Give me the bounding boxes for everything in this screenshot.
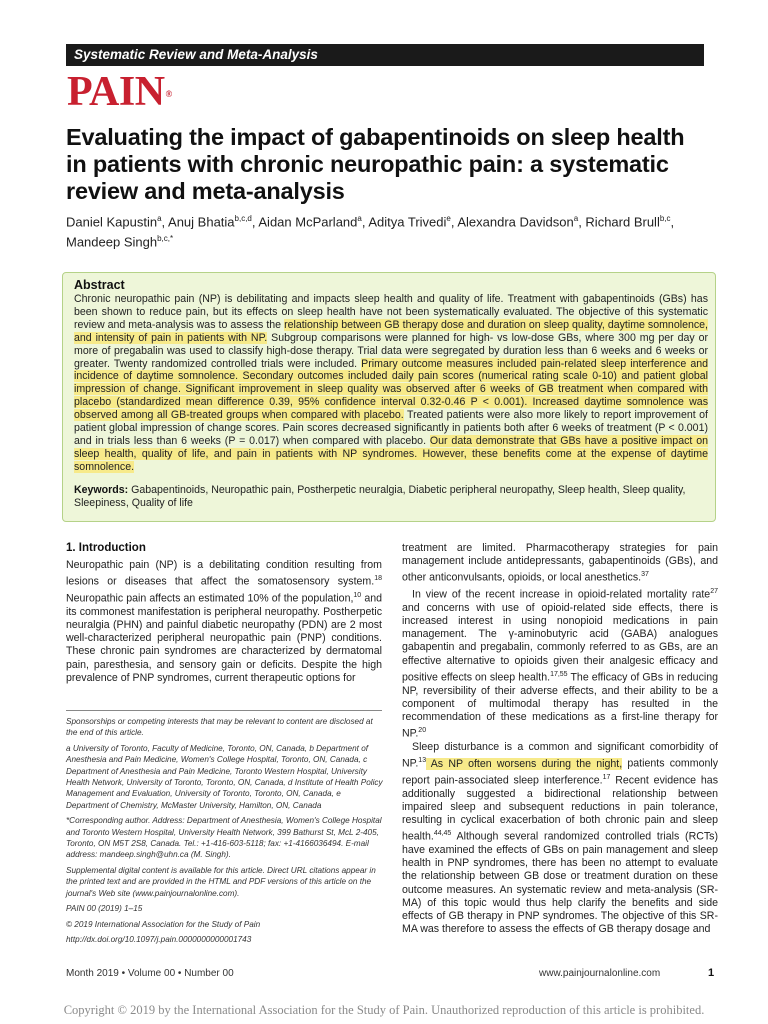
- section-heading: 1. Introduction: [66, 542, 146, 554]
- citation-ref: 44,45: [433, 830, 452, 838]
- author-affiliation: b,c,d: [234, 214, 252, 223]
- text: Recent evidence has additionally suggested a bidirectional relationship between impaired sleep and subsequent reductions in pain tolerance, resulting in cyclical exacerbation of both chronic pain and sleep health.: [402, 774, 718, 843]
- author-affiliation: a: [157, 214, 162, 223]
- author-affiliation: a: [357, 214, 362, 223]
- abstract-highlight: Our data demonstrate that GBs have a positive impact on sleep health, quality of life, and pain in patients with NP syndromes. However, these benefits come at the expense of daytime somnolence.: [74, 434, 708, 473]
- text: The efficacy of GBs in reducing NP, reversibility of their adverse effects, and their ability to be a component of multimodal therapy has resulted in the recommendation of these medications as a first-line therapy for NP.: [402, 671, 718, 740]
- citation-ref: 13: [418, 757, 427, 765]
- text: Neuropathic pain (NP) is a debilitating condition resulting from lesions or diseases that affect the somatosensory system.: [66, 559, 382, 588]
- footnote: Sponsorships or competing interests that may be relevant to content are disclosed at the end of this article.: [66, 717, 373, 738]
- abstract-body: [74, 293, 708, 474]
- citation-ref: 17: [602, 773, 611, 781]
- article-title: Evaluating the impact of gabapentinoids on sleep health in patients with chronic neuropathic pain: a systematic review and meta-analysis: [66, 124, 685, 204]
- abstract-highlight: relationship between GB therapy dose and duration on sleep quality, daytime somnolence, and intensity of pain in patients with NP.: [74, 318, 708, 344]
- text: Sleep disturbance is a common and significant comorbidity of NP.: [402, 740, 718, 770]
- author-affiliation: e: [446, 214, 451, 223]
- footnote-corresponding: *Corresponding author. Address: Department of Anesthesia, Women's College Hospital and Toronto Western Hospital, University Health Network, 399 Bathurst St, McL 2-405, Toronto, ON M5T 2S8, Canada. Tel.: +1-416-603-5118; fax: +1-4166036494. E-mail address: mandeep.singh@uhn.ca (M. Singh).: [66, 816, 382, 860]
- paragraph: [402, 585, 718, 741]
- abstract-heading: Abstract: [74, 278, 125, 292]
- page-number: 1: [708, 967, 715, 979]
- issue-info: Month 2019 • Volume 00 • Number 00: [66, 968, 234, 979]
- footnote-supplemental: Supplemental digital content is available for this article. Direct URL citations appear in the printed text and are provided in the HTML and PDF versions of this article on the journal's Web site (www.painjournalonline.com).: [66, 865, 376, 898]
- author-name: Alexandra Davidson: [457, 214, 574, 230]
- journal-logo: [67, 71, 172, 113]
- paragraph: [402, 741, 718, 936]
- citation-ref: 10: [353, 592, 362, 600]
- citation-ref: 17,55: [550, 670, 568, 678]
- keywords-list: Gabapentinoids, Neuropathic pain, Postherpetic neuralgia, Diabetic peripheral neuropathy, Sleep health, Sleep quality, Sleepiness, Quality of life: [74, 484, 686, 509]
- journal-website[interactable]: www.painjournalonline.com: [539, 968, 661, 979]
- paragraph: [66, 559, 382, 685]
- footnote-citation: PAIN 00 (2019) 1–15: [66, 904, 143, 914]
- abstract-text-segment: Treated patients were also more likely to report improvement of patient global impression of change scores. Pain scores decreased significantly in patients both after 6 weeks of treatment (P < 0.001) and in trials less than 6 weeks (P = 0.017) when compared with placebo.: [74, 409, 708, 447]
- citation-ref: 18: [374, 575, 382, 583]
- keywords: [74, 484, 708, 510]
- text: and its commonest manifestation is peripheral neuropathy. Postherpetic neuralgia (PHN) and painful diabetic neuropathy (PDN) are 2 most well-characterized peripheral neuropathic pain (PNP) conditions. These chronic pain syndromes are characterized by dermatomal pain, paresthesia, and sensory gain or deficits. Despite the high prevalence of PNP syndromes, current therapeutic options for: [66, 592, 382, 684]
- citation-ref: 37: [641, 571, 649, 579]
- author-name: Anuj Bhatia: [168, 214, 235, 230]
- author-affiliation: b,c: [659, 214, 671, 223]
- footnote-copyright: © 2019 International Association for the Study of Pain: [66, 919, 261, 929]
- logo-registered-mark: ®: [165, 89, 172, 99]
- keywords-label: Keywords:: [74, 484, 129, 496]
- text: In view of the recent increase in opioid-related mortality rate: [412, 588, 711, 601]
- citation-ref: 20: [418, 727, 427, 735]
- abstract-highlight: Primary outcome measures included pain-related sleep interference and incidence of daytime somnolence. Secondary outcomes included daily pain scores (numerical rating scale 0-10) and patient global impression of change. Significant improvement in sleep quality was observed after 6 weeks of GB treatment when compared with placebo (standardized mean difference 0.39, 95% confidence interval 0.32-0.46 P < 0.001). Increased daytime somnolence was observed among all GB-treated groups when compared with placebo.: [74, 357, 709, 422]
- text: patients commonly report pain-associated sleep interference.: [402, 757, 719, 787]
- author-name: Mandeep Singh: [66, 234, 158, 250]
- abstract-text-segment: Subgroup comparisons were planned for high- vs low-dose GBs, where 300 mg per day or more of pregabalin was used to classify high-dose therapy. Trial data were segregated by duration less than 6 weeks and 6 weeks or greater. Twenty randomized controlled trials were included.: [74, 331, 708, 370]
- author-affiliation: b,c,*: [157, 234, 174, 244]
- citation-ref: 27: [710, 588, 718, 596]
- logo-text: PAIN: [67, 69, 165, 115]
- text: Neuropathic pain affects an estimated 10% of the population,: [66, 592, 354, 605]
- footnote-affiliations: a University of Toronto, Faculty of Medicine, Toronto, ON, Canada, b Department of Anesthesia and Pain Medicine, Women's College Hospital, Toronto, ON, Canada, c Department of Anesthesia and Pain Medicine, Toronto Western Hospital, University Health Network, University of Toronto, Toronto, ON, Canada, d Institute of Health Policy Management and Evaluation, University of Toronto, Toronto, ON, Canada, e Department of Chemistry, McMaster University, Hamilton, ON, Canada: [66, 743, 383, 810]
- abstract-text-segment: Chronic neuropathic pain (NP) is debilitating and impacts sleep health and quality of life. Treatment with gabapentinoids (GBs) has been shown to reduce pain, but its effects on sleep health have not been systematically evaluated. The objective of this systematic review and meta-analysis was to assess the: [74, 293, 708, 331]
- text: Although several randomized controlled trials (RCTs) have examined the effects of GBs on pain management and sleep health in PNP syndromes, there has been no attempt to evaluate the relationship between GB dose or treatment duration on these outcome measures. An systematic review and meta-analysis (SR-MA) of this topic would thus help clarify the benefits and side effects of GB therapy in PNP syndromes. The objective of this SR-MA was therefore to assess the effects of GB therapy dosage and: [402, 830, 718, 936]
- paragraph: [402, 542, 718, 585]
- left-column: [66, 542, 382, 685]
- author-name: Richard Brull: [585, 214, 660, 230]
- doi-link[interactable]: http://dx.doi.org/10.1097/j.pain.0000000000001743: [66, 934, 252, 944]
- author-affiliation: a: [573, 214, 579, 223]
- section-banner: [66, 44, 704, 66]
- right-column: [402, 542, 718, 936]
- author-list: Daniel Kapustin$^a$, Anuj Bhatia$^{b,c,d}$, Aidan McParland$^a$, Aditya Trivedi$^e$, Alexandra Davidson$^a$, Richard Brull$^{b,c}$, Mandeep Singh$^{b,c,*}$: [66, 214, 675, 250]
- section-label: Systematic Review and Meta-Analysis: [74, 47, 318, 62]
- author-name: Daniel Kapustin: [66, 214, 158, 230]
- text: and concerns with use of opioid-related side effects, there is increased interest in using nonopioid medications in pain management. The γ-aminobutyric acid (GABA) analogues gabapentin and pregabalin, commonly referred to as GBs, are an effective alternative to opioids given their analgesic efficacy and positive effects on sleep health.: [402, 601, 718, 684]
- footnotes: [66, 716, 384, 949]
- text-highlight: As NP often worsens during the night,: [426, 757, 623, 770]
- author-name: Aidan McParland: [258, 214, 358, 230]
- author-name: Aditya Trivedi: [368, 214, 447, 230]
- text: treatment are limited. Pharmacotherapy strategies for pain management include antidepressants, gabapentinoids (GBs), and other anticonvulsants, opioids, or local anesthetics.: [402, 542, 718, 584]
- copyright-notice: Copyright © 2019 by the International Association for the Study of Pain. Unauthorized reproduction of this article is prohibited.: [63, 1003, 705, 1017]
- footnote-divider: [66, 710, 382, 711]
